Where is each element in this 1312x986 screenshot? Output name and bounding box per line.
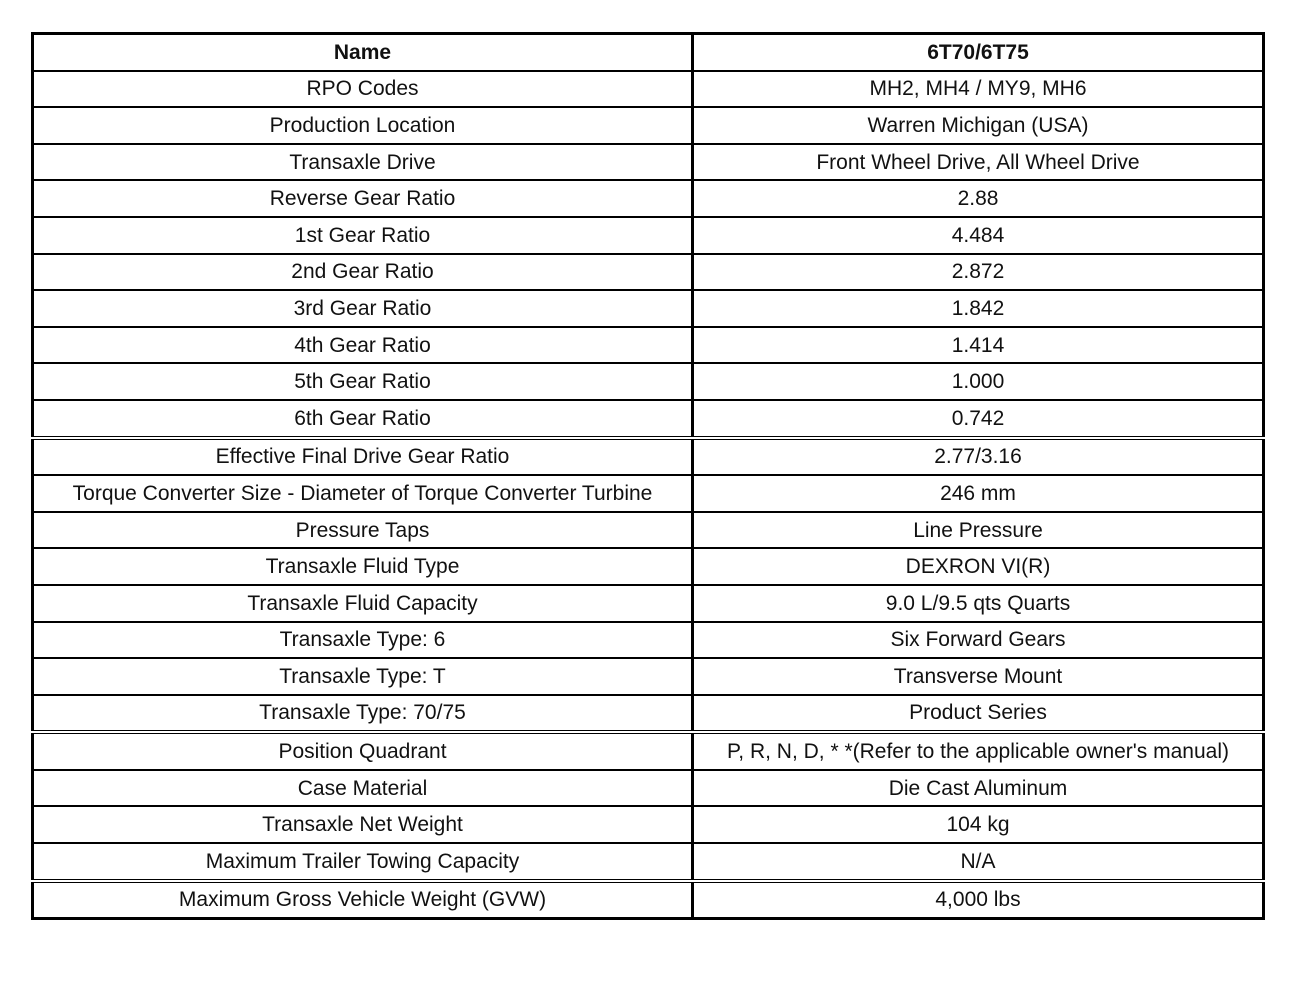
table-row <box>33 363 1264 400</box>
row-name-cell: Maximum Gross Vehicle Weight (GVW) <box>33 881 693 919</box>
row-name-cell: Case Material <box>33 770 693 807</box>
table-row <box>33 695 1264 733</box>
row-name-cell: Pressure Taps <box>33 512 693 549</box>
row-name-cell: RPO Codes <box>33 71 693 108</box>
table-row <box>33 400 1264 438</box>
row-name-cell: Transaxle Net Weight <box>33 806 693 843</box>
row-name-cell: Transaxle Fluid Type <box>33 548 693 585</box>
table-row <box>33 732 1264 770</box>
row-name-cell: Transaxle Fluid Capacity <box>33 585 693 622</box>
table-row <box>33 658 1264 695</box>
table-row <box>33 806 1264 843</box>
row-value-cell: MH2, MH4 / MY9, MH6 <box>693 71 1264 108</box>
row-value-cell: Six Forward Gears <box>693 622 1264 659</box>
row-name-cell: Reverse Gear Ratio <box>33 180 693 217</box>
row-value-cell: 4.484 <box>693 217 1264 254</box>
table-header-row <box>33 34 1264 71</box>
row-name-cell: Transaxle Type: 6 <box>33 622 693 659</box>
row-value-cell: Front Wheel Drive, All Wheel Drive <box>693 144 1264 181</box>
row-value-cell: 2.77/3.16 <box>693 438 1264 476</box>
table-row <box>33 327 1264 364</box>
row-name-cell: Transaxle Drive <box>33 144 693 181</box>
row-name-cell: Torque Converter Size - Diameter of Torque Converter Turbine <box>33 475 693 512</box>
row-value-cell: 2.872 <box>693 254 1264 291</box>
table-row <box>33 622 1264 659</box>
table-row <box>33 881 1264 919</box>
row-value-cell: 0.742 <box>693 400 1264 438</box>
table-row <box>33 843 1264 881</box>
header-name-cell: Name <box>33 34 693 71</box>
row-name-cell: 3rd Gear Ratio <box>33 290 693 327</box>
row-name-cell: 1st Gear Ratio <box>33 217 693 254</box>
row-value-cell: 1.414 <box>693 327 1264 364</box>
row-value-cell: Line Pressure <box>693 512 1264 549</box>
table-row <box>33 438 1264 476</box>
row-value-cell: Warren Michigan (USA) <box>693 107 1264 144</box>
row-value-cell: 246 mm <box>693 475 1264 512</box>
row-name-cell: Transaxle Type: 70/75 <box>33 695 693 733</box>
table-row <box>33 107 1264 144</box>
table-row <box>33 475 1264 512</box>
row-value-cell: N/A <box>693 843 1264 881</box>
table-row <box>33 548 1264 585</box>
row-value-cell: Product Series <box>693 695 1264 733</box>
row-value-cell: 4,000 lbs <box>693 881 1264 919</box>
row-name-cell: 6th Gear Ratio <box>33 400 693 438</box>
row-name-cell: Position Quadrant <box>33 732 693 770</box>
row-value-cell: 2.88 <box>693 180 1264 217</box>
row-name-cell: Production Location <box>33 107 693 144</box>
row-value-cell: 9.0 L/9.5 qts Quarts <box>693 585 1264 622</box>
table-row <box>33 217 1264 254</box>
row-name-cell: Transaxle Type: T <box>33 658 693 695</box>
row-value-cell: DEXRON VI(R) <box>693 548 1264 585</box>
row-value-cell: 1.842 <box>693 290 1264 327</box>
row-name-cell: Maximum Trailer Towing Capacity <box>33 843 693 881</box>
table-row <box>33 71 1264 108</box>
row-value-cell: P, R, N, D, * *(Refer to the applicable owner's manual) <box>693 732 1264 770</box>
table-row <box>33 512 1264 549</box>
row-value-cell: 104 kg <box>693 806 1264 843</box>
row-value-cell: 1.000 <box>693 363 1264 400</box>
table-row <box>33 180 1264 217</box>
row-value-cell: Transverse Mount <box>693 658 1264 695</box>
row-value-cell: Die Cast Aluminum <box>693 770 1264 807</box>
spec-table <box>31 32 1265 920</box>
table-row <box>33 585 1264 622</box>
table-row <box>33 290 1264 327</box>
table-row <box>33 144 1264 181</box>
table-row <box>33 254 1264 291</box>
row-name-cell: 5th Gear Ratio <box>33 363 693 400</box>
row-name-cell: 2nd Gear Ratio <box>33 254 693 291</box>
row-name-cell: Effective Final Drive Gear Ratio <box>33 438 693 476</box>
header-value-cell: 6T70/6T75 <box>693 34 1264 71</box>
table-row <box>33 770 1264 807</box>
row-name-cell: 4th Gear Ratio <box>33 327 693 364</box>
